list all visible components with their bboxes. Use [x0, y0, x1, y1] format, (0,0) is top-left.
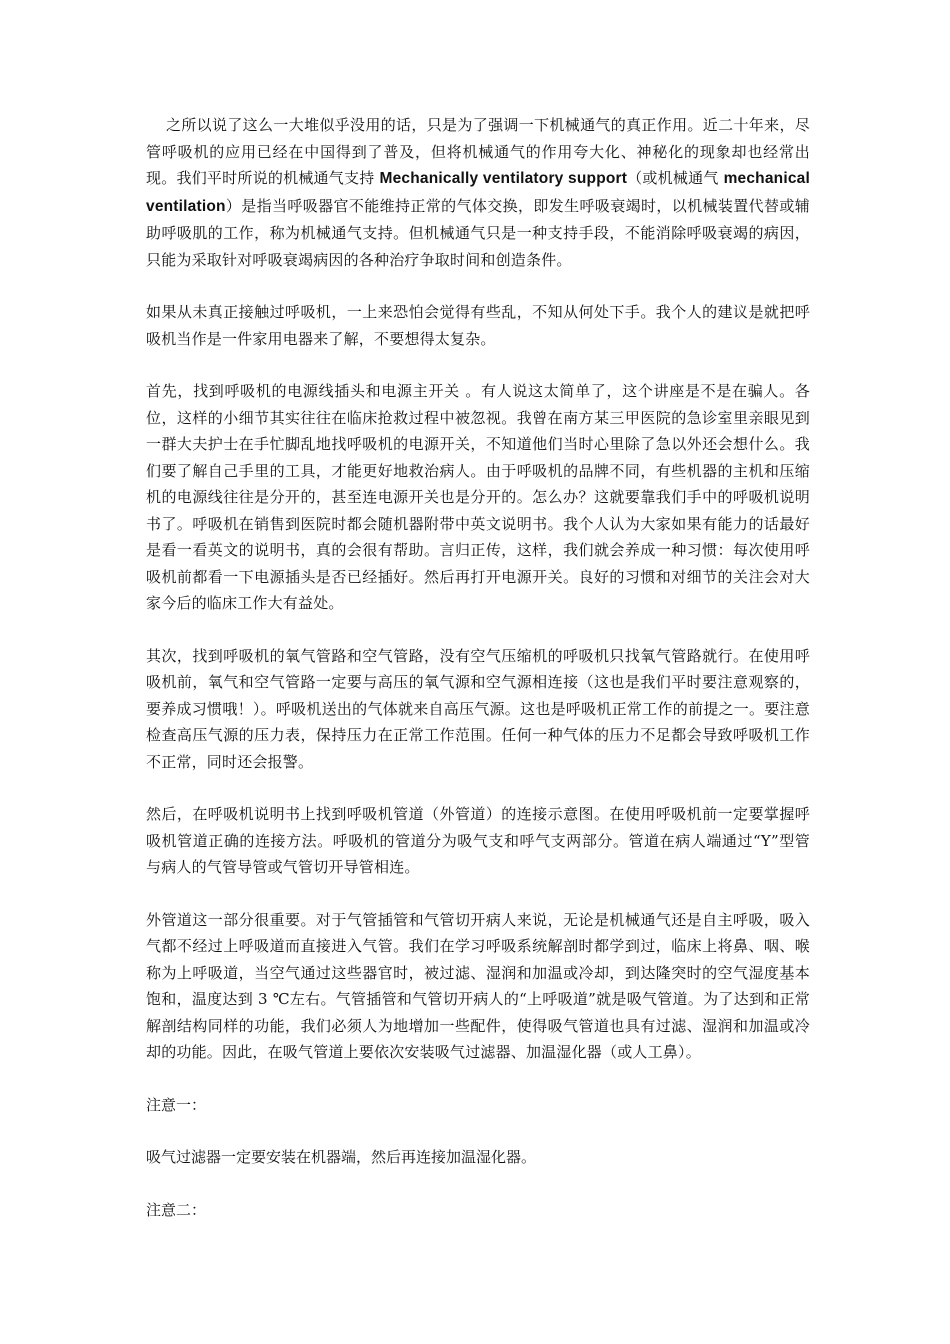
document-page [146, 112, 810, 1249]
paragraph-intro-text-b: （或机械通气 [627, 169, 724, 187]
term-mechanical-ventilation: mechanical ventilation [146, 170, 810, 215]
paragraph-external-tubing: 外管道这一部分很重要。对于气管插管和气管切开病人来说，无论是机械通气还是自主呼吸，吸入气都不经过上呼吸道而直接进入气管。我们在学习呼吸系统解剖时都学到过，临床上将鼻、咽、喉称为上呼吸道，当空气通过这些器官时，被过滤、湿润和加温或冷却，到达隆突时的空气湿度基本饱和，温度达到 3 ℃左右。气管插管和气管切开病人的“上呼吸道”就是吸气管道。为了达到和正常解剖结构同样的功能，我们必须人为地增加一些配件，使得吸气管道也具有过滤、湿润和加温或冷却的功能。因此，在吸气管道上要依次安装吸气过滤器、加温湿化器（或人工鼻）。 [146, 910, 810, 1061]
note-2-title: 注意二： [146, 1200, 207, 1219]
term-mechanically-ventilatory-support: Mechanically ventilatory support [379, 170, 628, 187]
paragraph-intro [146, 112, 810, 273]
paragraph-intro-text-c: ）是指当呼吸器官不能维持正常的气体交换，即发生呼吸衰竭时，以机械装置代替或辅助呼吸肌的工作，称为机械通气支持。但机械通气只是一种支持手段，不能消除呼吸衰竭的病因，只能为采取针对呼吸衰竭病因的各种治疗争取时间和创造条件。 [146, 196, 810, 269]
paragraph-power-switch: 首先，找到呼吸机的电源线插头和电源主开关 。有人说这太简单了，这个讲座是不是在骗人。各位，这样的小细节其实往往在临床抢救过程中被忽视。我曾在南方某三甲医院的急诊室里亲眼见到一群大夫护士在手忙脚乱地找呼吸机的电源开关，不知道他们当时心里除了急以外还会想什么。我们要了解自己手里的工具，才能更好地救治病人。由于呼吸机的品牌不同，有些机器的主机和压缩机的电源线往往是分开的，甚至连电源开关也是分开的。怎么办？这就要靠我们手中的呼吸机说明书了。呼吸机在销售到医院时都会随机器附带中英文说明书。我个人认为大家如果有能力的话最好是看一看英文的说明书，真的会很有帮助。言归正传，这样，我们就会养成一种习惯：每次使用呼吸机前都看一下电源插头是否已经插好。然后再打开电源开关。良好的习惯和对细节的关注会对大家今后的临床工作大有益处。 [146, 382, 810, 612]
paragraph-gas-supply: 其次，找到呼吸机的氧气管路和空气管路，没有空气压缩机的呼吸机只找氧气管路就行。在使用呼吸机前，氧气和空气管路一定要与高压的氧气源和空气源相连接（这也是我们平时要注意观察的，要养成习惯哦！）。呼吸机送出的气体就来自高压气源。这也是呼吸机正常工作的前提之一。要注意检查高压气源的压力表，保持压力在正常工作范围。任何一种气体的压力不足都会导致呼吸机工作不正常，同时还会报警。 [146, 646, 810, 771]
note-1-text: 吸气过滤器一定要安装在机器端，然后再连接加温湿化器。 [146, 1148, 537, 1166]
paragraph-tubing: 然后，在呼吸机说明书上找到呼吸机管道（外管道）的连接示意图。在使用呼吸机前一定要掌握呼吸机管道正确的连接方法。呼吸机的管道分为吸气支和呼气支两部分。管道在病人端通过“Y”型管与病人的气管导管或气管切开导管相连。 [146, 805, 810, 876]
note-1-title: 注意一： [146, 1095, 207, 1114]
paragraph-intro-text-a: 之所以说了这么一大堆似乎没用的话，只是为了强调一下机械通气的真正作用。近二十年来，尽管呼吸机的应用已经在中国得到了普及，但将机械通气的作用夸大化、神秘化的现象却也经常出现。我们平时所说的机械通气支持 [146, 116, 810, 187]
paragraph-advice: 如果从未真正接触过呼吸机，一上来恐怕会觉得有些乱，不知从何处下手。我个人的建议是就把呼吸机当作是一件家用电器来了解，不要想得太复杂。 [146, 303, 810, 348]
